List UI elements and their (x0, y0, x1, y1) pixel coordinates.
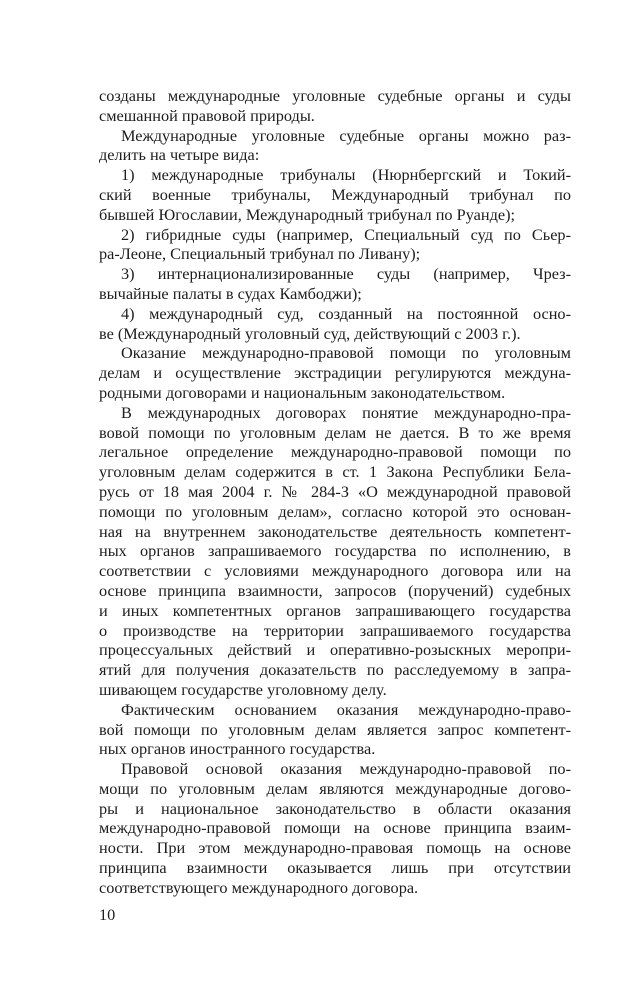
text-line: делить на четыре вида: (99, 145, 260, 165)
paragraph (99, 304, 571, 344)
text-line: Международные уголовные судебные органы можно раз- (121, 125, 571, 145)
paragraph (99, 403, 571, 700)
text-line: делам и осуществление экстрадиции регулируются междуна- (99, 363, 571, 383)
text-line: ности. При этом международно-правовая помощь на основе (99, 838, 571, 858)
text-line: ры и национальное законодательство в области оказания (99, 798, 571, 818)
paragraph (99, 343, 571, 402)
text-line: международно-правовой помощи на основе принципа взаим- (99, 818, 571, 838)
text-line: легальное определение международно-правовой помощи по (99, 442, 571, 462)
text-line: Правовой основой оказания международно-правовой по- (121, 759, 571, 779)
text-line: о производстве на территории запрашиваемого государства (99, 620, 571, 640)
paragraph (99, 264, 571, 304)
text-line: ных органов иностранного государства. (99, 739, 376, 759)
paragraph (99, 700, 571, 759)
paragraph (99, 126, 571, 166)
text-line: принципа взаимности оказывается лишь при отсутствии (99, 858, 571, 878)
text-line: вычайные палаты в судах Камбоджи); (99, 283, 362, 303)
text-line: ных органов запрашиваемого государства по исполнению, в (99, 541, 571, 561)
text-line: 4) международный суд, созданный на постоянной осно- (121, 303, 571, 323)
text-line: вовой помощи по уголовным делам не дается. В то же время (99, 422, 571, 442)
text-line: соответствии с условиями международного договора или на (99, 561, 571, 581)
text-line: Фактическим основанием оказания международно-право- (121, 699, 571, 719)
text-line: бывшей Югославии, Международный трибунал по Руанде); (99, 204, 516, 224)
text-line: Оказание международно-правовой помощи по уголовным (121, 343, 571, 363)
paragraph (99, 225, 571, 265)
text-line: мощи по уголовным делам являются международные догово- (99, 778, 571, 798)
page-number: 10 (99, 905, 116, 924)
text-line: 3) интернационализированные суды (например, Чрез- (121, 264, 571, 284)
text-line: соответствующего международного договора. (99, 877, 419, 897)
text-line: ра-Леоне, Специальный трибунал по Ливану); (99, 244, 421, 264)
text-line: уголовным делам содержится в ст. 1 Закона Республики Бела- (99, 462, 571, 482)
paragraph (99, 759, 571, 898)
text-line: ве (Международный уголовный суд, действующий с 2003 г.). (99, 323, 521, 343)
paragraph (99, 165, 571, 224)
paragraph (99, 86, 571, 126)
text-line: В международных договорах понятие международно-пра- (121, 402, 571, 422)
text-line: ятий для получения доказательств по расследуемому в запра- (99, 660, 571, 680)
text-line: ский военные трибуналы, Международный трибунал по (99, 184, 571, 204)
text-line: помощи по уголовным делам», согласно которой это основан- (99, 501, 571, 521)
text-line: родными договорами и национальным законодательством. (99, 382, 506, 402)
text-line: ная на внутреннем законодательстве деятельность компетент- (99, 521, 571, 541)
text-line: русь от 18 мая 2004 г. № 284-З «О международной правовой (99, 481, 571, 501)
text-line: смешанной правовой природы. (99, 105, 315, 125)
text-line: 2) гибридные суды (например, Специальный суд по Сьер- (121, 224, 571, 244)
text-line: вой помощи по уголовным делам является запрос компетент- (99, 719, 571, 739)
text-line: основе принципа взаимности, запросов (поручений) судебных (99, 580, 571, 600)
text-line: и иных компетентных органов запрашивающего государства (99, 600, 571, 620)
body-text (99, 86, 571, 898)
text-line: 1) международные трибуналы (Нюрнбергский и Токий- (121, 165, 571, 185)
text-line: шивающем государстве уголовному делу. (99, 679, 387, 699)
text-line: процессуальных действий и оперативно-розыскных меропри- (99, 640, 571, 660)
text-line: созданы международные уголовные судебные органы и суды (99, 86, 571, 105)
